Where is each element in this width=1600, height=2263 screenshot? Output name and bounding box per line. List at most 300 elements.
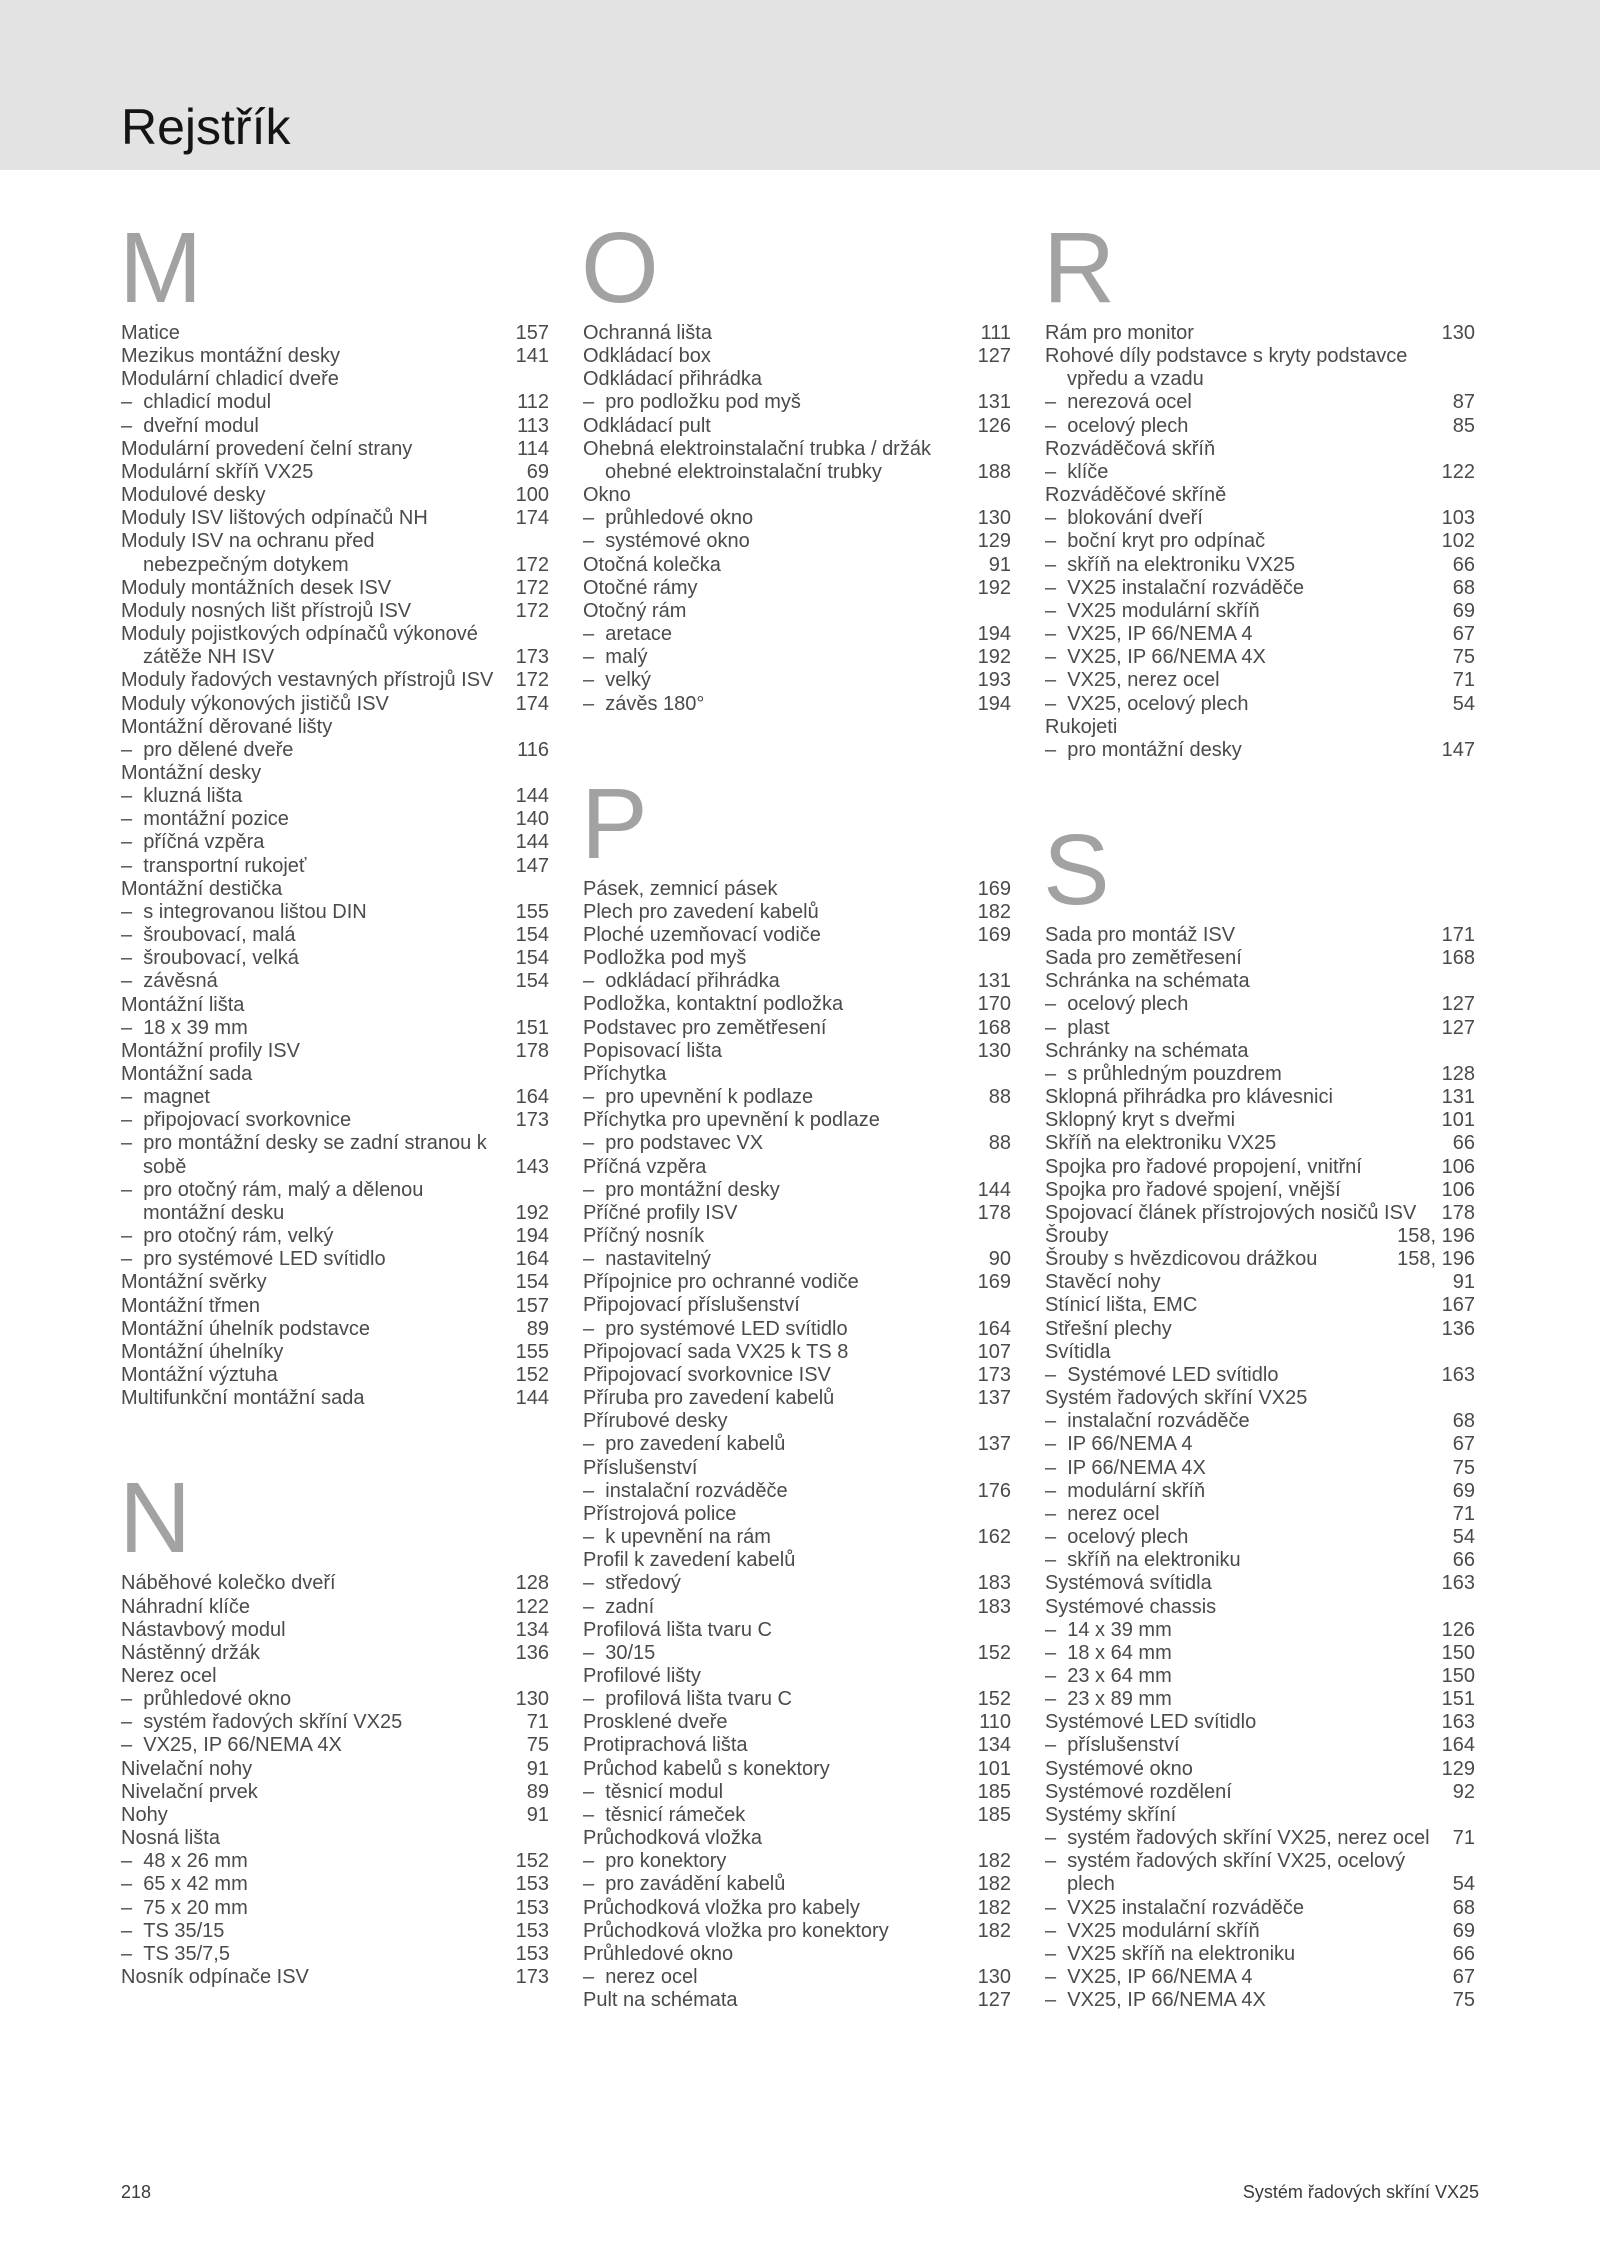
index-entry xyxy=(583,993,1011,1016)
entry-text: – k upevnění na rám xyxy=(583,1526,978,1549)
index-entry xyxy=(1045,1294,1475,1317)
entry-page: 173 xyxy=(977,1363,1011,1386)
index-subentry xyxy=(1045,461,1475,484)
entry-text: Odkládací box xyxy=(583,345,711,368)
entry-text: – nerez ocel xyxy=(583,1966,978,1989)
entry-text: Sada pro montáž ISV xyxy=(1045,923,1236,946)
entry-page: 127 xyxy=(977,345,1011,368)
index-subentry xyxy=(1045,577,1475,600)
index-entry xyxy=(121,1063,549,1086)
index-subentry xyxy=(1045,1480,1475,1503)
entry-page: 67 xyxy=(1452,1966,1475,1988)
entry-text: Spojka pro řadové spojení, vnější xyxy=(1045,1178,1341,1201)
entry-page: 54 xyxy=(1452,692,1475,715)
index-subentry xyxy=(121,808,549,831)
index-column-2 xyxy=(581,212,1011,2012)
entry-page: 131 xyxy=(1441,1086,1475,1109)
index-subentry xyxy=(1045,391,1475,414)
entry-page: 69 xyxy=(1452,1479,1475,1502)
entry-text: – 18 x 64 mm xyxy=(1045,1642,1442,1665)
entry-page: 151 xyxy=(1441,1688,1475,1711)
entry-text: Otočná kolečka xyxy=(583,553,721,576)
entry-page: 171 xyxy=(1441,923,1475,946)
index-subentry xyxy=(583,1873,1011,1896)
entry-text: Nástěnný držák xyxy=(121,1641,260,1664)
entry-text: Okno xyxy=(583,484,631,507)
index-entry xyxy=(121,716,549,739)
entry-text: – boční kryt pro odpínač xyxy=(1045,530,1442,553)
entry-page: 147 xyxy=(515,854,549,877)
entry-text: Příčný nosník xyxy=(583,1225,705,1247)
index-entry xyxy=(583,1040,1011,1063)
entry-text: Pult na schémata xyxy=(583,1989,738,2012)
entry-text: – plast xyxy=(1045,1017,1442,1040)
entry-page: 174 xyxy=(515,507,549,530)
entry-text: Modulární skříň VX25 xyxy=(121,460,314,483)
index-entry xyxy=(583,368,1011,391)
entry-page: 151 xyxy=(515,1016,549,1039)
entry-page: 71 xyxy=(1452,1502,1475,1525)
entry-text: – Systémové LED svítidlo xyxy=(1045,1364,1442,1387)
index-subentry xyxy=(583,1480,1011,1503)
entry-text: Podstavec pro zemětřesení xyxy=(583,1016,827,1039)
index-subentry xyxy=(1045,1966,1475,1989)
entry-text: – 23 x 89 mm xyxy=(1045,1688,1442,1711)
entry-page: 169 xyxy=(977,923,1011,946)
entry-text: – průhledové okno xyxy=(583,507,978,530)
entry-page: 154 xyxy=(515,970,549,993)
entry-text: Přírubové desky xyxy=(583,1410,728,1433)
entry-page: 71 xyxy=(526,1711,549,1734)
index-entry xyxy=(583,1410,1011,1433)
index-subentry xyxy=(583,530,1011,553)
entry-text: – pro podložku pod myš xyxy=(583,391,978,414)
entry-text: – VX25 instalační rozváděče xyxy=(1045,1897,1453,1920)
index-subentry xyxy=(1045,1850,1475,1896)
entry-text: – systém řadových skříní VX25 xyxy=(121,1711,527,1734)
index-subentry xyxy=(583,1526,1011,1549)
index-subentry xyxy=(121,1873,549,1896)
entry-text: Rozváděčová skříň xyxy=(1045,437,1216,460)
index-subentry xyxy=(583,1596,1011,1619)
entry-page: 143 xyxy=(515,1155,549,1178)
entry-page: 173 xyxy=(515,1109,549,1132)
entry-page: 107 xyxy=(977,1340,1011,1363)
entry-text: Otočné rámy xyxy=(583,576,698,599)
index-entry xyxy=(1045,1572,1475,1595)
entry-text: Plech pro zavedení kabelů xyxy=(583,900,819,923)
index-entry xyxy=(121,484,549,507)
index-entry xyxy=(1045,1202,1475,1225)
index-subentry xyxy=(583,1572,1011,1595)
index-section xyxy=(119,212,549,1410)
entry-page: 130 xyxy=(1441,322,1475,344)
entry-page: 90 xyxy=(988,1248,1011,1271)
index-entry xyxy=(121,1665,549,1688)
entry-text: Sada pro zemětřesení xyxy=(1045,947,1242,970)
index-entry xyxy=(583,1387,1011,1410)
index-entry xyxy=(121,600,549,623)
entry-page: 91 xyxy=(1452,1271,1475,1294)
entry-page: 134 xyxy=(977,1734,1011,1757)
entry-text: – středový xyxy=(583,1572,978,1595)
index-subentry xyxy=(1045,1433,1475,1456)
index-entry xyxy=(121,762,549,785)
entry-page: 154 xyxy=(515,1271,549,1294)
index-subentry xyxy=(583,1781,1011,1804)
index-subentry xyxy=(583,1804,1011,1827)
index-subentry xyxy=(583,1318,1011,1341)
index-entry xyxy=(583,1225,1011,1248)
index-entry xyxy=(121,669,549,692)
index-subentry xyxy=(1045,1410,1475,1433)
entry-page: 128 xyxy=(515,1572,549,1595)
index-entry xyxy=(1045,1341,1475,1364)
entry-page: 130 xyxy=(977,507,1011,530)
entry-page: 155 xyxy=(515,1340,549,1363)
entry-text: – závěsná xyxy=(121,970,516,993)
index-entry xyxy=(583,438,1011,484)
entry-text: Ploché uzemňovací vodiče xyxy=(583,923,821,946)
index-subentry xyxy=(121,947,549,970)
index-subentry xyxy=(583,623,1011,646)
entry-page: 102 xyxy=(1441,530,1475,553)
entry-text: – 14 x 39 mm xyxy=(1045,1619,1442,1642)
entry-text: Matice xyxy=(121,322,180,344)
index-subentry xyxy=(1045,1457,1475,1480)
entry-page: 126 xyxy=(977,414,1011,437)
index-subentry xyxy=(1045,1017,1475,1040)
entry-text: Montážní úhelníky xyxy=(121,1340,284,1363)
entry-page: 155 xyxy=(515,900,549,923)
index-subentry xyxy=(1045,623,1475,646)
entry-page: 127 xyxy=(1441,1016,1475,1039)
entry-text: Montážní úhelník podstavce xyxy=(121,1317,371,1340)
entry-text: – dveřní modul xyxy=(121,415,517,438)
section-letter: R xyxy=(1043,212,1116,324)
entry-text: Přístrojová police xyxy=(583,1502,737,1525)
index-entry xyxy=(1045,1711,1475,1734)
entry-page: 131 xyxy=(977,391,1011,414)
entry-text: Rohové díly podstavce s kryty podstavce vpředu a vzadu xyxy=(1045,345,1408,391)
entry-page: 154 xyxy=(515,947,549,970)
index-subentry xyxy=(583,1248,1011,1271)
index-entry xyxy=(1045,1156,1475,1179)
entry-page: 71 xyxy=(1452,669,1475,692)
entry-text: – příslušenství xyxy=(1045,1734,1442,1757)
index-entry xyxy=(121,1364,549,1387)
entry-page: 168 xyxy=(1441,947,1475,970)
entry-text: Přípojnice pro ochranné vodiče xyxy=(583,1271,859,1294)
entry-page: 162 xyxy=(977,1526,1011,1549)
index-subentry xyxy=(121,739,549,762)
entry-text: Moduly montážních desek ISV xyxy=(121,576,392,599)
index-entry xyxy=(583,1063,1011,1086)
entry-page: 164 xyxy=(515,1248,549,1271)
index-entry xyxy=(121,1572,549,1595)
entry-text: – 75 x 20 mm xyxy=(121,1897,516,1920)
entry-page: 66 xyxy=(1452,1549,1475,1572)
entry-page: 89 xyxy=(526,1317,549,1340)
index-entry xyxy=(121,623,549,669)
index-entry xyxy=(121,1758,549,1781)
entry-page: 67 xyxy=(1452,623,1475,646)
index-subentry xyxy=(121,855,549,878)
entry-text: – systém řadových skříní VX25, nerez ocel xyxy=(1045,1827,1453,1850)
entry-text: Moduly řadových vestavných přístrojů ISV xyxy=(121,669,494,692)
entry-text: Náhradní klíče xyxy=(121,1595,250,1618)
entry-page: 147 xyxy=(1441,738,1475,761)
index-subentry xyxy=(121,1086,549,1109)
entry-text: Profilová lišta tvaru C xyxy=(583,1618,772,1641)
entry-text: Systémové chassis xyxy=(1045,1595,1217,1618)
index-entry xyxy=(1045,345,1475,391)
entry-text: Systémy skříní xyxy=(1045,1803,1177,1826)
index-subentry xyxy=(583,1086,1011,1109)
entry-text: – pro dělené dveře xyxy=(121,739,517,762)
entry-page: 163 xyxy=(1441,1711,1475,1734)
entry-page: 183 xyxy=(977,1572,1011,1595)
entry-page: 188 xyxy=(977,460,1011,483)
entry-text: Sklopná přihrádka pro klávesnici xyxy=(1045,1086,1333,1109)
entry-text: Pásek, zemnicí pásek xyxy=(583,877,778,900)
index-subentry xyxy=(1045,646,1475,669)
entry-text: Moduly ISV lištových odpínačů NH xyxy=(121,507,428,530)
index-subentry xyxy=(1045,554,1475,577)
index-entry xyxy=(583,1271,1011,1294)
index-entry xyxy=(121,1040,549,1063)
index-subentry xyxy=(1045,1943,1475,1966)
entry-page: 129 xyxy=(977,530,1011,553)
index-entry xyxy=(121,1341,549,1364)
index-entry xyxy=(583,1549,1011,1572)
entry-text: – magnet xyxy=(121,1086,516,1109)
entry-text: – pro podstavec VX xyxy=(583,1132,989,1155)
entry-page: 126 xyxy=(1441,1618,1475,1641)
entry-text: – montážní pozice xyxy=(121,808,516,831)
entry-page: 127 xyxy=(1441,993,1475,1016)
index-subentry xyxy=(121,1017,549,1040)
index-subentry xyxy=(1045,415,1475,438)
index-entry xyxy=(121,1781,549,1804)
index-subentry xyxy=(583,507,1011,530)
index-entry xyxy=(121,438,549,461)
entry-text: Příruba pro zavedení kabelů xyxy=(583,1387,835,1410)
index-subentry xyxy=(121,1920,549,1943)
entry-page: 176 xyxy=(977,1479,1011,1502)
entry-page: 85 xyxy=(1452,414,1475,437)
entry-text: – 18 x 39 mm xyxy=(121,1017,516,1040)
index-entry xyxy=(1045,1804,1475,1827)
entry-page: 130 xyxy=(977,1966,1011,1988)
entry-page: 182 xyxy=(977,1873,1011,1896)
entry-text: Moduly pojistkových odpínačů výkonové zátěže NH ISV xyxy=(121,623,478,669)
entry-page: 152 xyxy=(515,1850,549,1873)
index-entry xyxy=(121,577,549,600)
entry-text: Nosník odpínače ISV xyxy=(121,1966,309,1988)
entry-page: 172 xyxy=(515,669,549,692)
entry-text: – profilová lišta tvaru C xyxy=(583,1688,978,1711)
entry-text: Systémové rozdělení xyxy=(1045,1780,1232,1803)
index-entry xyxy=(583,1341,1011,1364)
entry-page: 75 xyxy=(1452,1456,1475,1479)
index-subentry xyxy=(1045,507,1475,530)
index-entry xyxy=(121,461,549,484)
index-entry xyxy=(121,994,549,1017)
entry-page: 163 xyxy=(1441,1363,1475,1386)
entry-text: – TS 35/7,5 xyxy=(121,1943,516,1966)
entry-page: 163 xyxy=(1441,1572,1475,1595)
index-entry xyxy=(583,600,1011,623)
entry-text: Rám pro monitor xyxy=(1045,322,1194,344)
entry-text: Schránky na schémata xyxy=(1045,1039,1249,1062)
entry-text: – ocelový plech xyxy=(1045,1526,1453,1549)
entry-page: 144 xyxy=(515,831,549,854)
entry-text: Modulární provedení čelní strany xyxy=(121,437,413,460)
entry-page: 173 xyxy=(515,1966,549,1988)
index-entry xyxy=(1045,1086,1475,1109)
entry-page: 140 xyxy=(515,808,549,831)
entry-text: – s integrovanou lištou DIN xyxy=(121,901,516,924)
index-entry xyxy=(583,1897,1011,1920)
entry-text: – VX25 modulární skříň xyxy=(1045,1920,1453,1943)
index-entry xyxy=(583,1920,1011,1943)
entry-page: 106 xyxy=(1441,1155,1475,1178)
entry-text: Nivelační prvek xyxy=(121,1780,258,1803)
entry-text: Prosklené dveře xyxy=(583,1711,728,1734)
entry-page: 134 xyxy=(515,1618,549,1641)
entry-text: – těsnicí rámeček xyxy=(583,1804,978,1827)
entry-page: 129 xyxy=(1441,1757,1475,1780)
entry-page: 169 xyxy=(977,1271,1011,1294)
index-entry xyxy=(583,1017,1011,1040)
entry-text: – ocelový plech xyxy=(1045,993,1442,1016)
index-entry xyxy=(583,878,1011,901)
index-entry xyxy=(1045,947,1475,970)
index-subentry xyxy=(121,901,549,924)
index-entry xyxy=(1045,1225,1475,1248)
index-subentry xyxy=(121,1850,549,1873)
entry-page: 67 xyxy=(1452,1433,1475,1456)
index-entry xyxy=(583,1503,1011,1526)
entry-text: – odkládací přihrádka xyxy=(583,970,978,993)
entry-text: Příchytka pro upevnění k podlaze xyxy=(583,1109,880,1132)
index-entry xyxy=(1045,484,1475,507)
index-entry xyxy=(1045,1109,1475,1132)
index-subentry xyxy=(121,1132,549,1178)
index-subentry xyxy=(1045,530,1475,553)
index-entry xyxy=(583,924,1011,947)
index-subentry xyxy=(583,1132,1011,1155)
entry-text: – závěs 180° xyxy=(583,693,978,716)
entry-page: 137 xyxy=(977,1433,1011,1456)
entry-page: 130 xyxy=(977,1039,1011,1062)
entry-page: 164 xyxy=(1441,1734,1475,1757)
entry-page: 152 xyxy=(515,1364,549,1387)
entry-page: 172 xyxy=(515,576,549,599)
index-subentry xyxy=(1045,993,1475,1016)
entry-text: – připojovací svorkovnice xyxy=(121,1109,516,1132)
entry-page: 106 xyxy=(1441,1178,1475,1201)
entry-text: – ocelový plech xyxy=(1045,415,1453,438)
entry-text: – VX25, IP 66/NEMA 4X xyxy=(1045,1989,1453,2012)
entry-text: – malý xyxy=(583,646,978,669)
entry-text: Popisovací lišta xyxy=(583,1039,722,1062)
entry-page: 91 xyxy=(526,1803,549,1826)
entry-page: 54 xyxy=(1452,1526,1475,1549)
index-subentry xyxy=(1045,1734,1475,1757)
index-subentry xyxy=(583,391,1011,414)
entry-text: Montážní sada xyxy=(121,1063,253,1085)
entry-text: – aretace xyxy=(583,623,978,646)
entry-page: 153 xyxy=(515,1919,549,1942)
index-entry xyxy=(583,1364,1011,1387)
entry-page: 170 xyxy=(977,993,1011,1016)
index-entry xyxy=(121,1827,549,1850)
entry-page: 178 xyxy=(1441,1201,1475,1224)
index-subentry xyxy=(121,1711,549,1734)
entry-page: 164 xyxy=(977,1317,1011,1340)
index-entry xyxy=(583,1758,1011,1781)
entry-text: Střešní plechy xyxy=(1045,1317,1172,1340)
entry-text: – zadní xyxy=(583,1596,978,1619)
index-entry xyxy=(121,878,549,901)
entry-page: 75 xyxy=(1452,1989,1475,2012)
entry-page: 89 xyxy=(526,1780,549,1803)
entry-text: Montážní destička xyxy=(121,877,283,900)
entry-text: Sklopný kryt s dveřmi xyxy=(1045,1109,1236,1132)
index-section xyxy=(1043,212,1475,762)
index-entry xyxy=(1045,1758,1475,1781)
entry-text: Montážní děrované lišty xyxy=(121,715,333,738)
entry-text: – nerezová ocel xyxy=(1045,391,1453,414)
entry-page: 194 xyxy=(515,1225,549,1248)
index-subentry xyxy=(1045,739,1475,762)
entry-page: 178 xyxy=(977,1201,1011,1224)
index-subentry xyxy=(121,415,549,438)
entry-page: 110 xyxy=(979,1711,1011,1734)
entry-text: Průchodková vložka pro konektory xyxy=(583,1919,889,1942)
page-title: Rejstřík xyxy=(121,99,291,155)
entry-page: 68 xyxy=(1452,1410,1475,1433)
index-subentry xyxy=(1045,1642,1475,1665)
entry-text: Mezikus montážní desky xyxy=(121,345,340,368)
index-entry xyxy=(1045,1132,1475,1155)
entry-page: 144 xyxy=(977,1178,1011,1201)
index-entry xyxy=(1045,1387,1475,1410)
entry-text: – VX25 instalační rozváděče xyxy=(1045,577,1453,600)
entry-page: 144 xyxy=(515,1387,549,1410)
index-entry xyxy=(1045,970,1475,993)
entry-text: Profil k zavedení kabelů xyxy=(583,1549,796,1572)
entry-text: – VX25, IP 66/NEMA 4X xyxy=(1045,646,1453,669)
publication-title: Systém řadových skříní VX25 xyxy=(1242,2182,1479,2202)
entry-text: Příslušenství xyxy=(583,1456,698,1479)
index-entry xyxy=(121,1804,549,1827)
entry-page: 69 xyxy=(526,460,549,483)
entry-page: 172 xyxy=(515,553,549,576)
entry-page: 194 xyxy=(977,623,1011,646)
index-subentry xyxy=(1045,1897,1475,1920)
entry-page: 182 xyxy=(977,1919,1011,1942)
entry-text: – VX25 skříň na elektroniku xyxy=(1045,1943,1453,1966)
index-entry xyxy=(583,577,1011,600)
entry-page: 66 xyxy=(1452,553,1475,576)
index-entry xyxy=(1045,322,1475,345)
index-entry xyxy=(583,1294,1011,1317)
entry-page: 150 xyxy=(1441,1641,1475,1664)
entry-text: – skříň na elektroniku VX25 xyxy=(1045,554,1453,577)
